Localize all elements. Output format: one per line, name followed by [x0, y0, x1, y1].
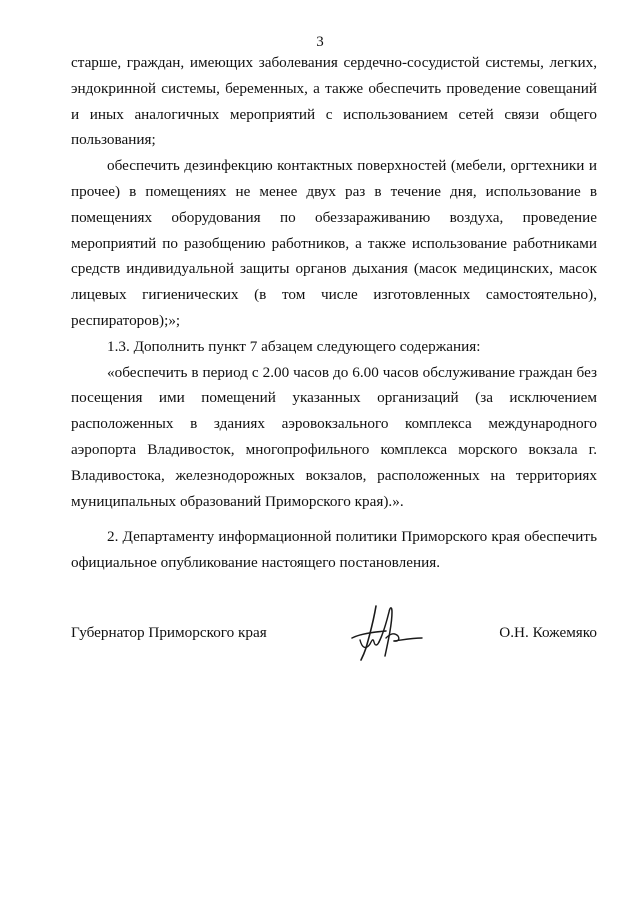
signer-title: Губернатор Приморского края [71, 624, 267, 641]
document-body [71, 50, 597, 576]
page-number: 3 [316, 34, 324, 50]
paragraph-item-1-3: 1.3. Дополнить пункт 7 абзацем следующего содержания: [107, 337, 481, 355]
handwritten-signature [346, 598, 426, 666]
paragraph-continuation: старше, граждан, имеющих заболевания сердечно-сосудистой системы, легких, эндокринной системы, беременных, а также обеспечить проведение совещаний и иных аналогичных мероприятий с использованием сетей связи общего пользования; [71, 54, 597, 149]
signature-block [71, 598, 597, 668]
paragraph-disinfection: обеспечить дезинфекцию контактных поверхностей (мебели, оргтехники и прочее) в помещениях не менее двух раз в течение дня, использование в помещениях оборудования по обеззараживанию воздуха, проведение мероприятий по разобщению работников, а также использование работниками средств индивидуальной защиты органов дыхания (масок медицинских, масок лицевых гигиенических (в том числе изготовленных самостоятельно), респираторов);»; [71, 157, 597, 329]
signer-name: О.Н. Кожемяко [499, 624, 597, 641]
paragraph-quote-service-hours: «обеспечить в период с 2.00 часов до 6.00 часов обслуживание граждан без посещения ими помещений указанных организаций (за исключением расположенных в зданиях аэровокзального комплекса международного аэропорта Владивосток, многопрофильного комплекса морского вокзала г. Владивостока, железнодорожных вокзалов, расположенных на территориях муниципальных образований Приморского края).». [71, 363, 597, 510]
paragraph-item-2-publication: 2. Департаменту информационной политики Приморского края обеспечить официальное опубликование настоящего постановления. [71, 528, 597, 572]
